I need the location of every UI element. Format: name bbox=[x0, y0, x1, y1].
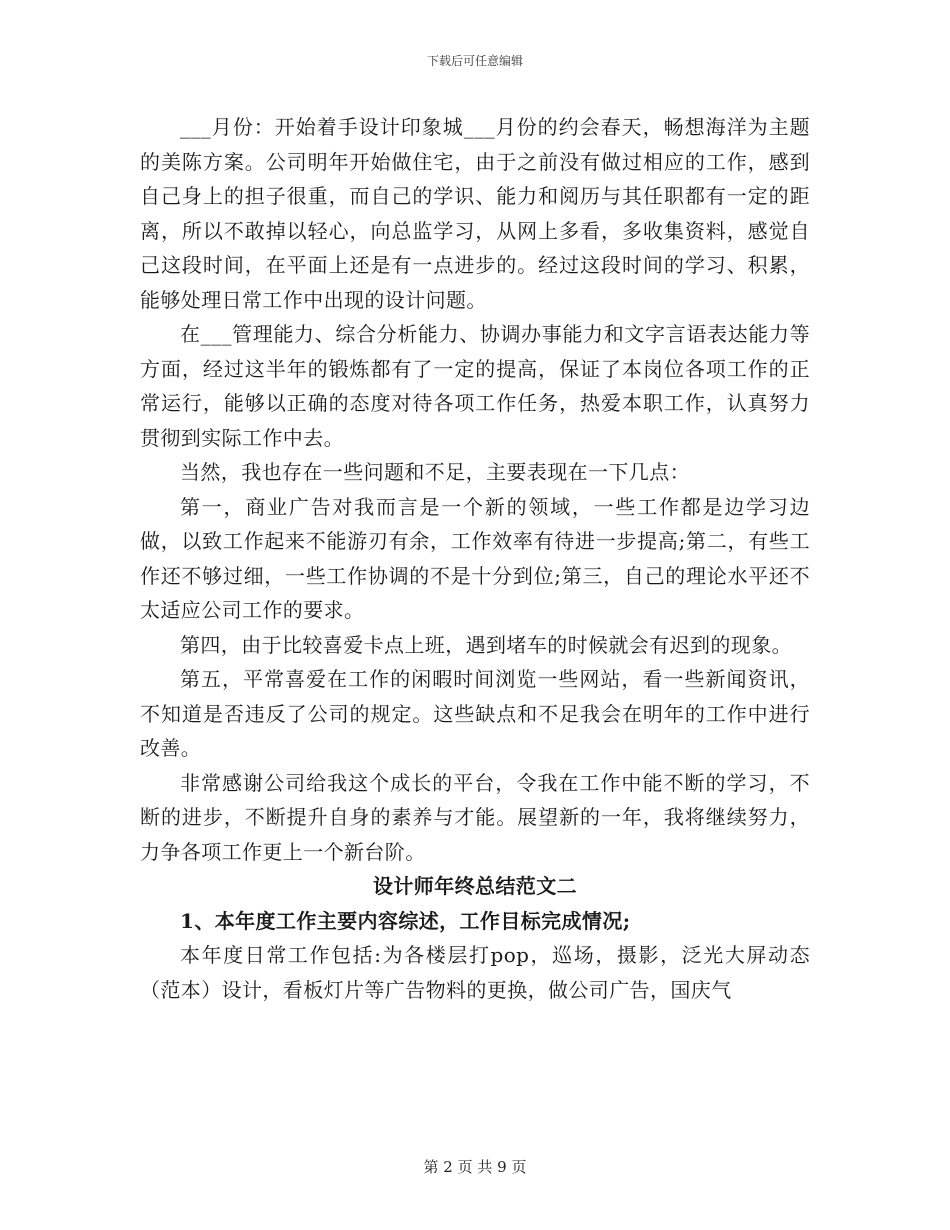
paragraph-shortcoming-5: 第五，平常喜爱在工作的闲暇时间浏览一些网站，看一些新闻资讯，不知道是否违反了公司的规定。这些缺点和不足我会在明年的工作中进行改善。 bbox=[140, 667, 810, 760]
subsection-title: 1、本年度工作主要内容综述，工作目标完成情况; bbox=[180, 908, 631, 933]
paragraph-abilities: 在___管理能力、综合分析能力、协调办事能力和文字言语表达能力等方面，经过这半年的锻炼都有了一定的提高，保证了本岗位各项工作的正常运行，能够以正确的态度对待各项工作任务，热爱本职工作，认真努力贯彻到实际工作中去。 bbox=[140, 322, 810, 450]
paragraph-design-progress: ___月份：开始着手设计印象城___月份的约会春天，畅想海洋为主题的美陈方案。公司明年开始做住宅，由于之前没有做过相应的工作，感到自己身上的担子很重，而自己的学识、能力和阅历与其任职都有一定的距离，所以不敢掉以轻心，向总监学习，从网上多看，多收集资料，感觉自己这段时间，在平面上还是有一点进步的。经过这段时间的学习、积累，能够处理日常工作中出现的设计问题。 bbox=[140, 115, 810, 312]
page-header: 下载后可任意编辑 bbox=[426, 54, 523, 68]
paragraph-thanks: 非常感谢公司给我这个成长的平台，令我在工作中能不断的学习，不断的进步，不断提升自身的素养与才能。展望新的一年，我将继续努力，力争各项工作更上一个新台阶。 bbox=[140, 770, 810, 864]
paragraph-shortcoming-4: 第四，由于比较喜爱卡点上班，遇到堵车的时候就会有迟到的现象。 bbox=[180, 632, 792, 657]
paragraph-daily-work: 本年度日常工作包括:为各楼层打pop，巡场，摄影，泛光大屏动态（范本）设计，看板灯片等广告物料的更换，做公司广告，国庆气 bbox=[140, 943, 810, 1002]
paragraph-shortcomings-intro: 当然，我也存在一些问题和不足，主要表现在一下几点： bbox=[180, 460, 690, 484]
section-title: 设计师年终总结范文二 bbox=[373, 874, 577, 898]
document-body bbox=[140, 110, 810, 1007]
paragraph-shortcomings-1-3: 第一，商业广告对我而言是一个新的领域，一些工作都是边学习边做，以致工作起来不能游刃有余，工作效率有待进一步提高;第二，有些工作还不够过细，一些工作协调的不是十分到位;第三，自己的理论水平还不太适应公司工作的要求。 bbox=[140, 494, 810, 622]
page-number: 第 2 页 共 9 页 bbox=[423, 1158, 527, 1176]
